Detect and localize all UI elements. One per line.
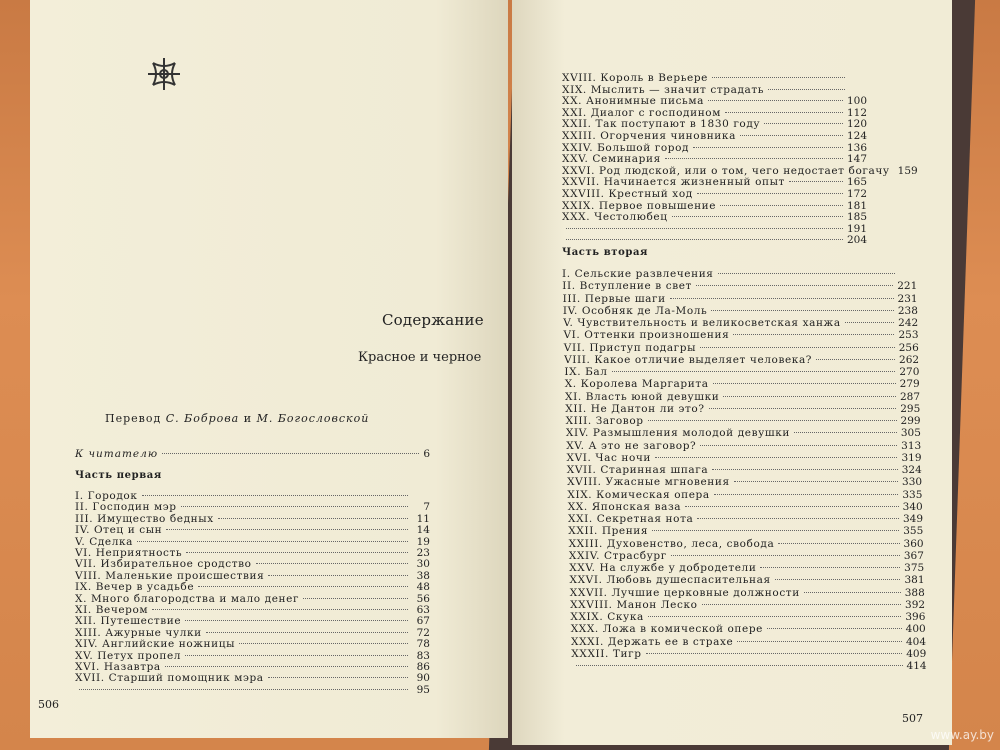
toc-entry <box>564 366 919 378</box>
toc-entry-page: 124 <box>846 130 867 142</box>
toc-entry-page: 159 <box>897 164 918 177</box>
toc-entry-label: XXVI. Любовь душеспасительная <box>569 574 771 587</box>
toc-dot-leader <box>268 677 408 678</box>
toc-entry-label: XXX. Ложа в комической опере <box>570 623 763 636</box>
toc-entry <box>75 627 430 639</box>
toc-entry <box>562 223 867 235</box>
toc-dot-leader <box>165 666 408 667</box>
toc-dot-leader <box>700 445 897 446</box>
toc-dot-leader <box>693 147 843 148</box>
toc-entry-label: XVIII. Ужасные мгновения <box>567 476 730 489</box>
toc-entry <box>572 660 927 672</box>
toc-entry-page: 409 <box>906 647 927 660</box>
translator-name-2: М. Богословской <box>256 412 370 425</box>
toc-entry-page: 404 <box>905 635 926 648</box>
toc-entry <box>563 305 918 317</box>
toc-entry-label: XV. А это не заговор? <box>566 439 697 452</box>
toc-entry-page: 340 <box>902 500 923 513</box>
toc-entry-label: XXIV. Большой город <box>562 141 690 154</box>
toc-entry-label: XXVIII. Манон Леско <box>570 598 698 611</box>
toc-dot-leader <box>185 620 408 621</box>
toc-dot-leader <box>576 665 903 666</box>
toc-dot-leader <box>672 216 843 217</box>
toc-entry <box>564 342 919 354</box>
toc-entry-page: 72 <box>416 626 430 639</box>
page-number-left: 506 <box>38 698 59 711</box>
toc-entry <box>565 378 920 390</box>
toc-entry-page: 7 <box>423 501 430 514</box>
toc-dot-leader <box>768 89 845 90</box>
toc-entry <box>565 391 920 403</box>
toc-entry-label: XIII. Ажурные чулки <box>75 626 202 639</box>
toc-dot-leader <box>740 135 843 136</box>
toc-dot-leader <box>775 579 901 580</box>
toc-entry-label: VI. Оттенки произношения <box>563 329 730 342</box>
toc-entry-label: XI. Власть юной девушки <box>565 390 720 403</box>
translator-and: и <box>243 412 253 425</box>
toc-entry-label: IV. Особняк де Ла-Моль <box>562 304 708 317</box>
toc-dot-leader <box>206 632 408 633</box>
toc-entry-page: 238 <box>897 304 918 317</box>
toc-entry-page: 270 <box>899 366 920 378</box>
toc-dot-leader <box>79 689 408 690</box>
toc-dot-leader <box>566 239 843 240</box>
toc-entry-page: 83 <box>416 649 430 662</box>
toc-dot-leader <box>734 481 898 482</box>
toc-entry-label: VII. Приступ подагры <box>563 341 697 354</box>
toc-entry <box>562 118 867 130</box>
toc-entry <box>562 200 867 212</box>
toc-dot-leader <box>712 77 845 78</box>
toc-entry-page: 375 <box>904 562 925 574</box>
toc-entry-label: XXIX. Скука <box>570 611 644 623</box>
toc-entry-label: IV. Отец и сын <box>75 524 163 537</box>
toc-dot-leader <box>655 457 897 458</box>
toc-entry-label: XXVI. Род людской, или о том, чего недостает богачу <box>562 164 890 177</box>
toc-dot-leader <box>725 112 843 113</box>
left-page <box>30 0 508 738</box>
toc-dot-leader <box>697 518 899 519</box>
toc-dot-leader <box>670 298 894 299</box>
toc-entry-label: V. Сделка <box>75 535 134 548</box>
toc-entry <box>75 513 430 525</box>
toc-entry <box>75 547 430 559</box>
toc-entry-label: XVII. Старший помощник мэра <box>75 672 264 685</box>
toc-entry-label: X. Много благородства и мало денег <box>75 592 300 605</box>
toc-entry-page: 147 <box>846 153 867 166</box>
toc-entry <box>568 525 923 537</box>
toc-dot-leader <box>733 334 894 335</box>
right-page <box>512 0 952 745</box>
toc-dot-leader <box>671 555 900 556</box>
toc-entry-label: XVIII. Король в Верьере <box>562 72 708 84</box>
toc-entry-page: 295 <box>900 402 921 415</box>
toc-entry-label: XIV. Английские ножницы <box>75 638 236 651</box>
toc-entry-page: 23 <box>416 547 430 559</box>
toc-dot-leader <box>723 396 896 397</box>
toc-entry-page: 287 <box>899 390 920 403</box>
ornament-icon <box>145 55 183 93</box>
toc-entry-page: 56 <box>416 592 430 605</box>
toc-entry-page: 319 <box>901 451 922 464</box>
toc-entry-page: 19 <box>416 535 430 548</box>
toc-entry-label: XXIV. Страсбург <box>568 549 667 562</box>
toc-entry <box>567 452 922 464</box>
toc-entry-label: XXVIII. Крестный ход <box>562 188 693 200</box>
intro-entry <box>75 448 430 460</box>
toc-dot-leader <box>198 586 408 587</box>
toc-dot-leader <box>794 432 897 433</box>
toc-entry <box>75 638 430 650</box>
toc-entry-label: XIX. Комическая опера <box>567 488 710 501</box>
toc-entry-page: 112 <box>846 106 867 119</box>
toc-entry <box>75 615 430 627</box>
toc-entry-page: 63 <box>416 604 430 616</box>
toc-entry <box>563 317 918 329</box>
toc-entry <box>562 72 867 84</box>
toc-entry <box>569 538 924 550</box>
toc-entry <box>75 558 430 570</box>
toc-entry <box>75 524 430 536</box>
toc-entry <box>562 211 867 223</box>
toc-entry-label: XV. Петух пропел <box>75 649 182 662</box>
toc-entry-page: 381 <box>904 574 925 587</box>
toc-entry-page: 67 <box>416 615 430 628</box>
toc-entry-page: 253 <box>898 329 919 342</box>
toc-dot-leader <box>804 592 901 593</box>
toc-dot-leader <box>789 181 843 182</box>
toc-entry-page: 221 <box>897 280 918 293</box>
toc-dot-leader <box>185 655 408 656</box>
toc-entry <box>75 536 430 548</box>
toc-entry <box>564 329 919 341</box>
toc-entry-page: 414 <box>906 660 927 672</box>
toc-dot-leader <box>845 322 894 323</box>
toc-entry-page: 231 <box>897 292 918 305</box>
toc-entry <box>570 587 925 599</box>
toc-entry-label: IX. Вечер в усадьбе <box>75 581 195 594</box>
part-one-title: Часть первая <box>75 470 162 481</box>
toc-entry <box>75 604 430 616</box>
toc-entry-page: 95 <box>416 683 430 696</box>
toc-entry-label: XIX. Мыслить — значит страдать <box>562 83 765 96</box>
toc-entry <box>568 513 923 525</box>
toc-entry-label: II. Господин мэр <box>75 501 177 514</box>
toc-entry-label: XXX. Честолюбец <box>562 211 668 224</box>
toc-entry-page: 204 <box>846 234 867 247</box>
toc-entry <box>562 176 867 188</box>
toc-entry-label: XXVII. Начинается жизненный опыт <box>562 176 785 189</box>
toc-entry-label: X. Королева Маргарита <box>564 378 709 391</box>
toc-dot-leader <box>142 495 409 496</box>
toc-dot-leader <box>767 628 902 629</box>
toc-entry <box>562 153 867 165</box>
toc-dot-leader <box>713 383 896 384</box>
toc-entry-page: 181 <box>846 199 867 212</box>
toc-entry-label: XIV. Размышления молодой девушки <box>565 427 791 440</box>
toc-dot-leader <box>760 567 900 568</box>
toc-entry-label: XVII. Старинная шпага <box>566 464 709 476</box>
toc-entry <box>566 415 921 427</box>
toc-dot-leader <box>816 359 895 360</box>
toc-entry <box>75 593 430 605</box>
toc-entry <box>562 164 918 177</box>
toc-entry-label: I. Городок <box>75 490 138 502</box>
toc-entry-page: 90 <box>416 672 430 685</box>
toc-dot-leader <box>737 641 902 642</box>
toc-entry-label: XXXI. Держать ее в страхе <box>571 635 734 648</box>
toc-dot-leader <box>566 228 843 229</box>
toc-dot-leader <box>708 100 843 101</box>
toc-entry-label: XXV. Семинария <box>562 153 661 166</box>
toc-entry-page: 367 <box>903 549 924 562</box>
toc-entry <box>567 476 922 488</box>
toc-entry <box>571 648 926 660</box>
toc-dot-leader <box>652 530 899 531</box>
toc-entry-label: VIII. Маленькие происшествия <box>75 569 265 582</box>
toc-entry <box>562 84 867 96</box>
translator-prefix: Перевод <box>105 412 162 425</box>
page-number-right: 507 <box>902 712 923 725</box>
toc-entry-page: 400 <box>905 623 926 636</box>
toc-entry-label: XII. Не Дантон ли это? <box>565 402 705 415</box>
toc-entry-page: 100 <box>846 95 867 108</box>
toc-dot-leader <box>152 609 408 610</box>
toc-entry <box>570 574 925 586</box>
toc-dot-leader <box>712 469 898 470</box>
toc-entry <box>562 107 867 119</box>
toc-entry <box>568 501 923 513</box>
toc-entry-page: 256 <box>898 341 919 354</box>
toc-entry <box>562 142 867 154</box>
toc-entry-page: 349 <box>902 513 923 525</box>
toc-entry <box>75 661 430 673</box>
toc-entry <box>75 490 430 502</box>
toc-dot-leader <box>700 347 895 348</box>
toc-entry <box>75 570 430 582</box>
toc-entry-label: XXVII. Лучшие церковные должности <box>569 586 800 599</box>
toc-dot-leader <box>778 543 899 544</box>
toc-entry <box>563 293 918 305</box>
toc-entry-label: XXIX. Первое повышение <box>562 199 717 212</box>
toc-entry <box>569 562 924 574</box>
toc-entry <box>571 623 926 635</box>
toc-entry-page: 30 <box>416 558 430 571</box>
toc-entry <box>75 501 430 513</box>
toc-entry <box>570 611 925 623</box>
toc-dot-leader <box>696 285 893 286</box>
toc-entry <box>564 354 919 366</box>
toc-entry <box>562 188 867 200</box>
toc-dot-leader <box>256 563 408 564</box>
toc-entry-label: VI. Неприятность <box>75 547 183 559</box>
toc-entry-label: XXXII. Тигр <box>571 647 642 660</box>
toc-dot-leader <box>646 653 903 654</box>
toc-entry-label: XXV. На службе у добродетели <box>569 562 757 574</box>
toc-entry-label: XXI. Диалог с господином <box>562 106 721 119</box>
toc-entry-page: 11 <box>416 512 430 525</box>
toc-dot-leader <box>697 193 843 194</box>
watermark: www.ay.by <box>930 728 994 742</box>
toc-entry-label: VII. Избирательное сродство <box>75 558 252 571</box>
toc-dot-leader <box>218 518 408 519</box>
toc-entry-page: 330 <box>902 476 923 489</box>
toc-entry-page: 396 <box>905 611 926 623</box>
toc-entry <box>565 403 920 415</box>
toc-entry <box>567 489 922 501</box>
toc-dot-leader <box>764 123 843 124</box>
toc-dot-leader <box>709 408 897 409</box>
toc-entry-page: 38 <box>416 569 430 582</box>
toc-entry-page: 14 <box>416 524 430 537</box>
toc-dot-leader <box>268 575 408 576</box>
toc-entry-page: 262 <box>899 353 920 366</box>
toc-entry <box>569 550 924 562</box>
toc-dot-leader <box>648 420 897 421</box>
toc-entry-label: III. Первые шаги <box>562 292 666 305</box>
toc-entry-page: 335 <box>902 488 923 501</box>
toc-entry <box>75 650 430 662</box>
toc-entry-page: 78 <box>416 638 430 651</box>
toc-entry-label: VIII. Какое отличие выделяет человека? <box>564 353 813 366</box>
toc-dot-leader <box>137 541 408 542</box>
toc-entry-label: XXIII. Огорчения чиновника <box>562 130 736 142</box>
toc-entry-label: XXIII. Духовенство, леса, свобода <box>568 537 775 550</box>
toc-entry-label: XIII. Заговор <box>565 415 644 427</box>
toc-dot-leader <box>718 273 895 274</box>
intro-label: К читателю <box>75 448 159 460</box>
toc-dot-leader <box>239 643 408 644</box>
toc-dot-leader <box>685 506 899 507</box>
toc-entry-label: IX. Бал <box>564 366 608 378</box>
toc-entry-page: 242 <box>898 317 919 329</box>
toc-entry <box>566 440 921 452</box>
toc-entry-label: XXII. Так поступают в 1830 году <box>562 118 761 131</box>
novel-title: Красное и черное <box>358 350 482 365</box>
toc-entry <box>562 95 867 107</box>
toc-entry-page: 324 <box>901 464 922 476</box>
toc-dot-leader <box>303 598 408 599</box>
toc-entry-page: 299 <box>900 415 921 427</box>
toc-entry <box>562 234 867 246</box>
toc-dot-leader <box>702 604 901 605</box>
toc-entry-page: 305 <box>900 427 921 440</box>
toc-entry-page: 165 <box>846 176 867 189</box>
toc-dot-leader <box>665 158 843 159</box>
toc-dot-leader <box>711 310 893 311</box>
toc-entry-label: II. Вступление в свет <box>562 280 692 293</box>
toc-dot-leader <box>181 506 408 507</box>
toc-dot-leader <box>714 494 899 495</box>
toc-entry-page: 136 <box>846 141 867 154</box>
toc-dot-leader <box>186 552 408 553</box>
toc-entry <box>570 599 925 611</box>
contents-title: Содержание <box>382 311 484 329</box>
translator-name-1: С. Боброва <box>165 412 240 425</box>
toc-entry-label: V. Чувствительность и великосветская ханжа <box>563 317 841 329</box>
toc-entry-page: 360 <box>903 537 924 550</box>
toc-entry-page: 279 <box>899 378 920 391</box>
toc-entry-label: I. Сельские развлечения <box>562 268 714 280</box>
toc-entry-page: 86 <box>416 661 430 673</box>
toc-entry-label: XXII. Прения <box>568 525 649 538</box>
toc-entry-label: III. Имущество бедных <box>75 512 214 525</box>
toc-entry-page: 48 <box>416 581 430 594</box>
toc-dot-leader <box>648 616 902 617</box>
toc-entry <box>562 130 867 142</box>
toc-entry-page: 388 <box>904 586 925 599</box>
toc-entry-label: XII. Путешествие <box>75 615 182 628</box>
part-two-title: Часть вторая <box>562 247 649 258</box>
toc-entry <box>562 268 917 280</box>
toc-entry-label: XVI. Час ночи <box>566 451 652 464</box>
toc-entry <box>566 427 921 439</box>
toc-entry-label: XX. Анонимные письма <box>562 95 704 108</box>
toc-entry-label: XI. Вечером <box>75 604 149 616</box>
toc-entry-label: XXI. Секретная нота <box>568 513 694 525</box>
toc-entry <box>75 581 430 593</box>
toc-entry <box>75 672 430 684</box>
toc-entry-page: 172 <box>846 188 867 200</box>
toc-dot-leader <box>612 371 896 372</box>
toc-dot-leader <box>166 529 408 530</box>
toc-entry-page: 120 <box>846 118 867 131</box>
toc-entry-page: 313 <box>901 439 922 452</box>
toc-entry-label: XX. Японская ваза <box>567 500 682 513</box>
toc-entry <box>571 636 926 648</box>
toc-entry <box>562 280 917 292</box>
toc-entry-page: 185 <box>846 211 867 224</box>
toc-dot-leader <box>720 205 843 206</box>
translator-credit <box>105 412 369 425</box>
toc-entry <box>567 464 922 476</box>
toc-entry-label: XVI. Назавтра <box>75 661 161 673</box>
toc-entry-page: 355 <box>903 525 924 538</box>
toc-entry <box>75 684 430 696</box>
toc-entry-page: 191 <box>846 222 867 235</box>
intro-page: 6 <box>423 448 430 460</box>
toc-entry-page: 392 <box>905 598 926 611</box>
